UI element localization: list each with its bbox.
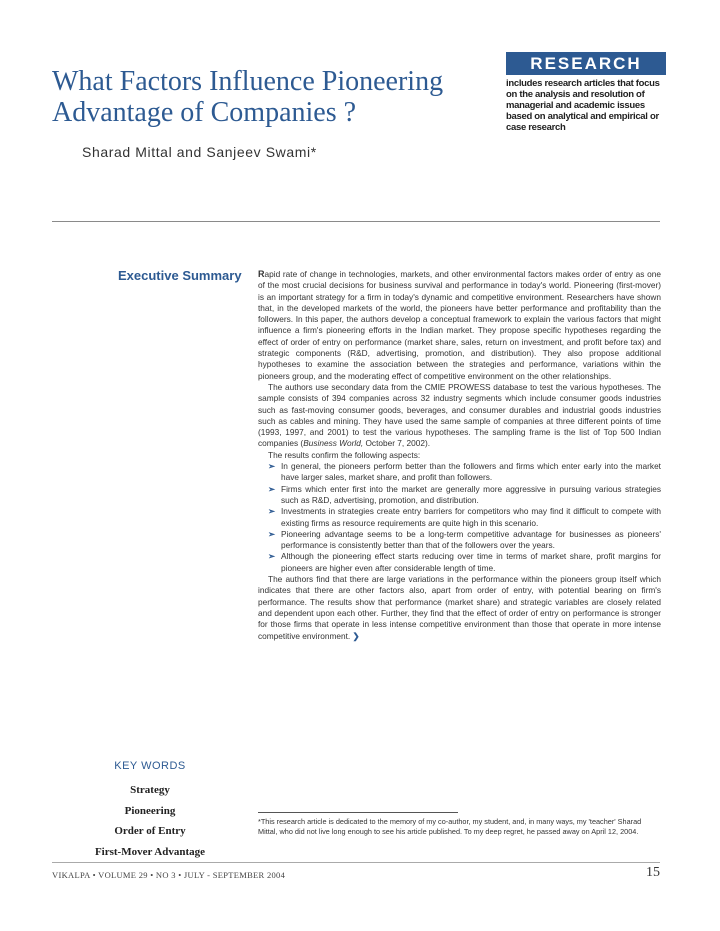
page-number: 15 <box>646 865 660 880</box>
keywords-title: KEY WORDS <box>114 760 186 772</box>
drop-cap: R <box>258 269 265 279</box>
list-item-text: Pioneering advantage seems to be a long-term competitive advantage for businesses as pioneers' performance is consistently better than that of the followers over the years. <box>281 528 661 551</box>
executive-summary-body <box>258 269 661 642</box>
keyword: Order of Entry <box>114 825 186 837</box>
footer-divider <box>52 862 660 863</box>
list-item-text: In general, the pioneers perform better than the followers and firms which enter early into the market have larger sales, market share, and profit than followers. <box>281 461 661 483</box>
summary-paragraph <box>258 269 661 382</box>
list-item <box>268 484 661 507</box>
keyword: Strategy <box>130 784 170 796</box>
header-divider <box>52 221 660 222</box>
list-item <box>268 461 661 484</box>
keyword: First-Mover Advantage <box>94 845 206 858</box>
arrow-bullet-icon: ➢ <box>268 551 275 562</box>
list-item-text: Investments in strategies create entry barriers for competitors who may find it difficult to compete with existing firms as resource requirements are quite high in this scenario. <box>281 506 661 528</box>
footnote-divider <box>258 812 458 813</box>
keywords-list <box>70 780 230 862</box>
arrow-bullet-icon: ➢ <box>268 506 275 517</box>
list-item <box>268 551 661 574</box>
results-list <box>258 461 661 574</box>
summary-paragraph-text: October 7, 2002). <box>363 438 431 449</box>
research-description: includes research articles that focus on the analysis and resolution of managerial and academic issues based on analytical and empirical or case research <box>506 78 660 133</box>
footnote: *This research article is dedicated to the memory of my co-author, my student, and, in many ways, my 'teacher' Sharad Mittal, who did not live long enough to see his article published. To my deep regret, he passed away on April 12, 2004. <box>258 817 642 837</box>
arrow-bullet-icon: ➢ <box>268 483 275 494</box>
research-banner: RESEARCH <box>506 52 666 75</box>
summary-paragraph-text: The authors find that there are large variations in the performance within the pioneers group itself which indicates that there are other factors also, apart from order of entry, with potential bearing on firm's performance. The results show that performance (market share) and strategic variables are closely related and dependent upon each other. Further, they find that the effect of order of entry on performance is stronger for those firms that operate in less intense competitive environment than those that operate in more intense competitive environment. <box>258 574 661 641</box>
list-item <box>268 529 661 552</box>
executive-summary-heading: Executive Summary <box>118 268 242 283</box>
summary-paragraph <box>258 574 661 642</box>
arrow-bullet-icon: ➢ <box>268 461 275 472</box>
keyword: Pioneering <box>124 804 176 817</box>
summary-paragraph <box>258 382 661 450</box>
list-item-text: Although the pioneering effect starts reducing over time in terms of market share, profit margins for pioneers are higher even after considerable length of time. <box>281 551 661 573</box>
summary-paragraph-text: The authors use secondary data from the CMIE PROWESS database to test the various hypotheses. The sample consists of 394 companies across 32 industry segments which include consumer goods industries such as fast-moving consumer goods, beverages, and consumer durables and industrial goods industries such as cables and mining. They have used the same sample of companies at three different points of time (1993, 1997, and 2001) to test the various hypotheses. The sampling frame is the list of Top 500 Indian companies ( <box>258 381 661 449</box>
journal-footer: VIKALPA • VOLUME 29 • NO 3 • JULY - SEPTEMBER 2004 <box>52 870 286 880</box>
publication-name: Business World, <box>303 438 364 449</box>
research-box <box>506 52 666 133</box>
article-title: What Factors Influence Pioneering Advantage of Companies ? <box>52 66 444 128</box>
article-authors: Sharad Mittal and Sanjeev Swami* <box>82 144 317 160</box>
continue-chevron-icon: ❯ <box>352 630 360 641</box>
list-item-text: Firms which enter first into the market are generally more aggressive in pursuing various strategies such as R&D, advertising, promotion, and distribution. <box>281 483 661 505</box>
arrow-bullet-icon: ➢ <box>268 528 275 539</box>
summary-paragraph: The results confirm the following aspects: <box>268 449 421 460</box>
summary-paragraph-text: apid rate of change in technologies, markets, and other environmental factors makes order of entry as one of the most crucial decisions for business survival and performance in today's world. Pioneering (first-mover) is an important strategy for a firm in today's dynamic and competitive environment. Researchers have shown that, in the developed markets of the world, the pioneers have better performance and profitability than the followers. In this paper, the authors develop a conceptual framework to explain the various factors that might influence a firm's pioneering efforts in the Indian market. They propose specific hypotheses regarding the effect of order of entry on performance (market share, sales, return on investment, and profit before tax) and strategic components (R&D, advertising, promotion, and distribution). They also propose additional hypotheses to examine the association between the strategies and performance, variations within the pioneers group, and the moderating effect of competitive environment on the other relationships. <box>258 269 661 381</box>
list-item <box>268 506 661 529</box>
